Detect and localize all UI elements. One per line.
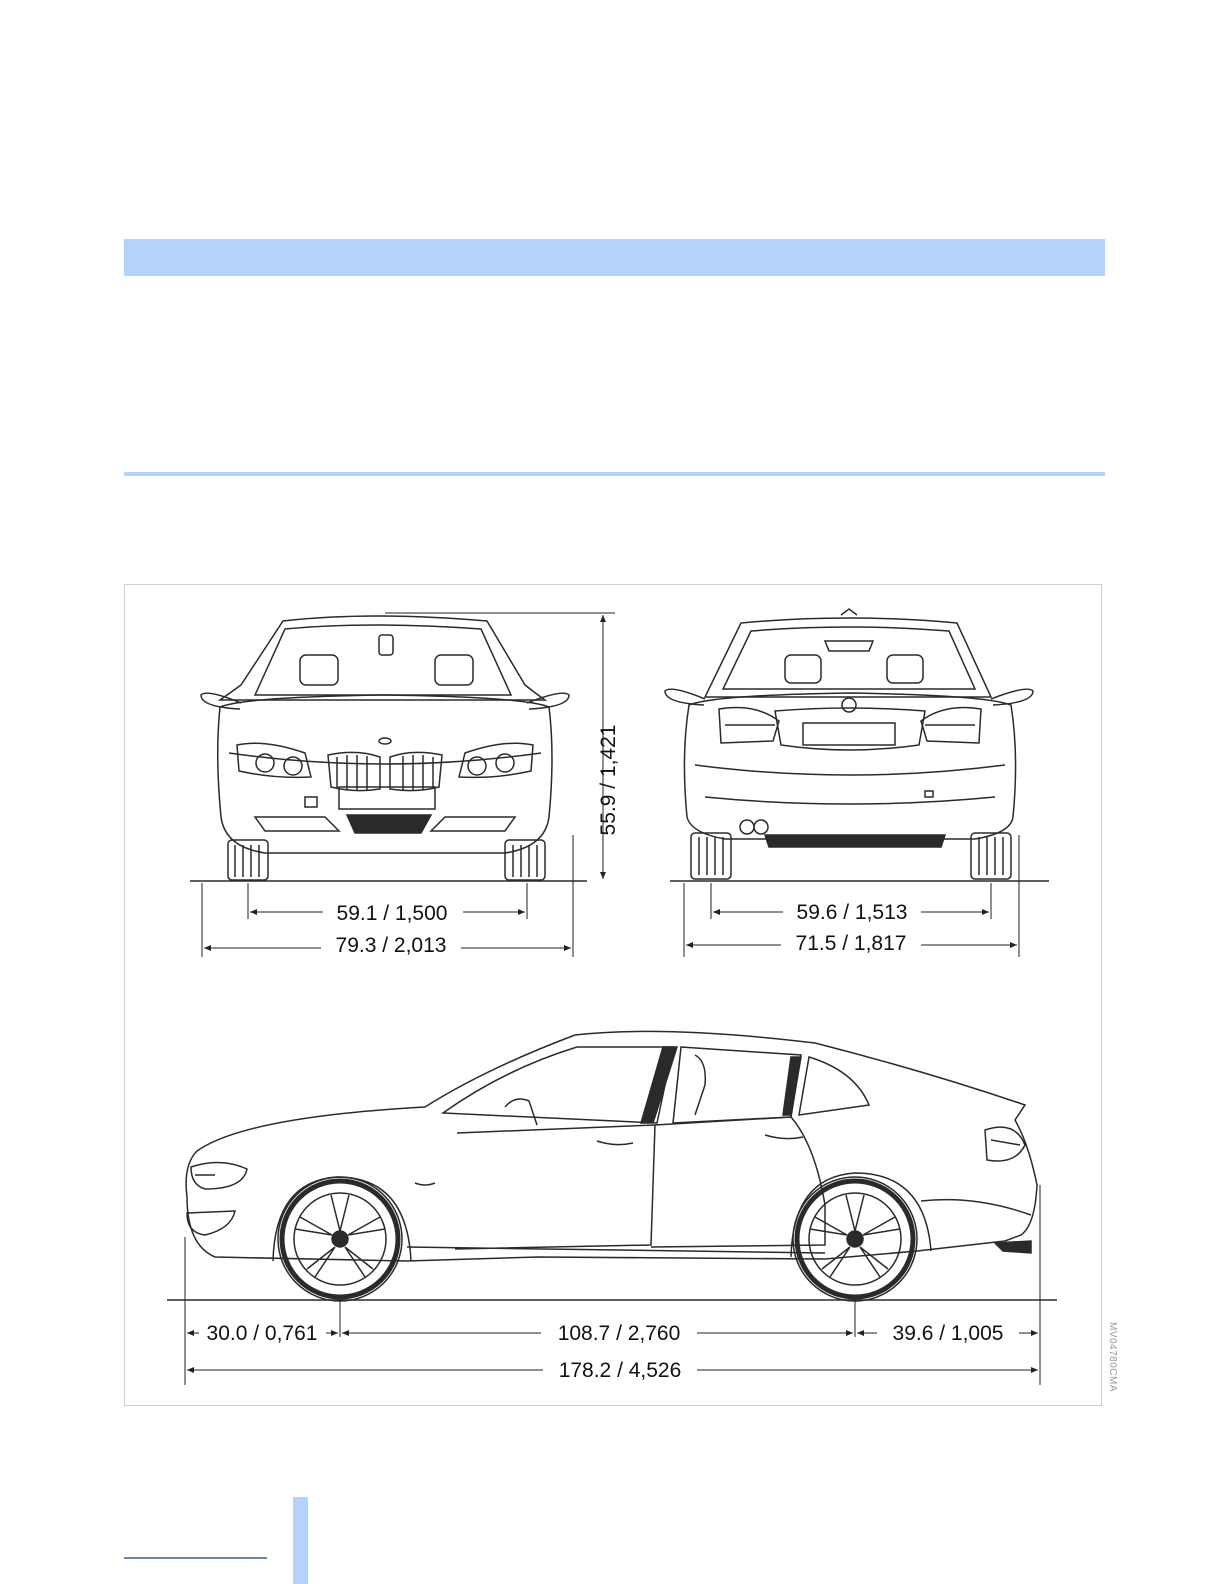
rear-view-car — [665, 609, 1033, 879]
rear-wheel — [793, 1177, 917, 1301]
section-divider — [124, 472, 1105, 476]
front-overhang-label: 30.0 / 0,761 — [206, 1322, 318, 1345]
front-track-label: 59.1 / 1,500 — [336, 902, 448, 925]
footer-rule — [124, 1557, 267, 1559]
front-view-car — [201, 616, 569, 880]
image-code: MV04780CMA — [1107, 1322, 1118, 1393]
length-label: 178.2 / 4,526 — [558, 1359, 682, 1382]
rear-width-label: 71.5 / 1,817 — [795, 932, 907, 955]
height-dimension — [385, 613, 615, 879]
rear-overhang-label: 39.6 / 1,005 — [892, 1322, 1004, 1345]
front-width-label: 79.3 / 2,013 — [335, 934, 447, 957]
height-label: 55.9 / 1,421 — [597, 724, 620, 836]
wheelbase-label: 108.7 / 2,760 — [557, 1322, 681, 1345]
dimension-drawing — [125, 585, 1103, 1407]
footer-marker-bar — [293, 1497, 308, 1584]
front-wheel — [278, 1177, 402, 1301]
vehicle-dimensions-figure — [124, 584, 1102, 1406]
rear-track-label: 59.6 / 1,513 — [796, 901, 908, 924]
section-header-bar — [124, 239, 1105, 276]
